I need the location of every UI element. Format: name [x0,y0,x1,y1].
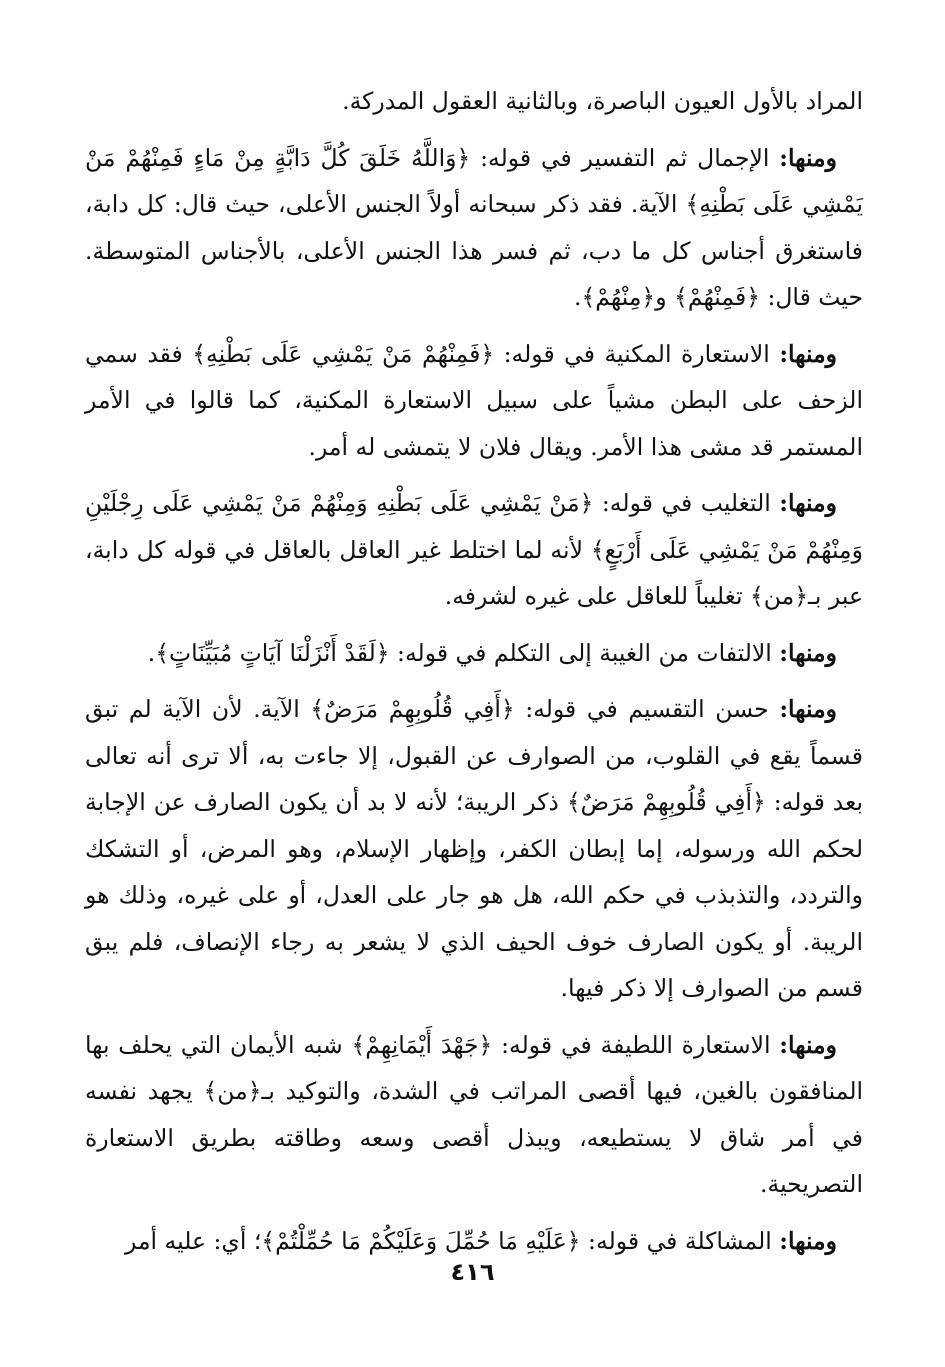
paragraph-text: التغليب في قوله: [593,489,780,517]
paragraph-text: فقد سمي الزحف على البطن مشياً على سبيل الاستعارة المكنية، كما قالوا في الأمر المستمر قد مشى هذا الأمر. ويقال فلان لا يتمشى له أمر. [85,339,863,461]
quran-quote: ﴿وَاللَّهُ خَلَقَ كُلَّ دَابَّةٍ مِنْ مَاءٍ فَمِنْهُمْ مَنْ يَمْشِي عَلَى بَطْنِهِ﴾ [85,143,863,218]
section-lead: ومنها: [779,638,837,667]
paragraph-text: الآية. لأن الآية لم تبق قسماً يقع في القلوب، من الصوارف عن القبول، إلا جاءت به، ألا ترى أنه تعالى بعد قوله: [85,695,864,816]
paragraph-text: المشاكلة في قوله: [580,1226,780,1255]
paragraph-text: لأنه لما اختلط غير العاقل بالعاقل في قوله كل دابة، عبر بـ [85,535,863,610]
section-lead: ومنها: [779,339,838,368]
paragraph-text: الإجمال ثم التفسير في قوله: [470,143,780,172]
quran-quote: ﴿أَفِي قُلُوبِهِمْ مَرَضٌ﴾ [566,788,766,816]
quran-quote: ﴿فَمِنْهُمْ مَنْ يَمْشِي عَلَى بَطْنِهِ﴾ [192,339,495,368]
paragraph-text: و [655,283,675,311]
paragraph-text: المراد بالأول العيون الباصرة، وبالثانية العقول المدركة. [342,87,863,115]
paragraph [85,686,863,1012]
paragraph-text: يجهد نفسه في أمر شاق لا يستطيعه، ويبذل أقصى وسعه وطاقته بطريق الاستعارة التصريحية. [85,1077,863,1198]
quran-quote: ﴿مِنْهُمْ﴾ [581,283,656,311]
quran-quote: ﴿مَنْ يَمْشِي عَلَى بَطْنِهِ وَمِنْهُمْ مَنْ يَمْشِي عَلَى رِجْلَيْنِ وَمِنْهُمْ مَنْ يَمْشِي عَلَى أَرْبَعٍ﴾ [85,489,863,564]
body-text [85,78,863,1274]
paragraph-text: الاستعارة المكنية في قوله: [494,339,780,368]
paragraph-text: ؛ أي: عليه أمر [125,1226,262,1255]
section-lead: ومنها: [779,489,837,517]
paragraph [85,331,863,471]
section-lead: ومنها: [779,1030,837,1059]
paragraph [85,480,863,620]
paragraph [85,78,863,125]
quran-quote: ﴿عَلَيْهِ مَا حُمِّلَ وَعَلَيْكُمْ مَا حُمِّلْتُمْ﴾ [261,1226,581,1255]
paragraph-text: . [147,638,156,667]
section-lead: ومنها: [779,1226,837,1255]
paragraph [85,1022,863,1208]
section-lead: ومنها: [779,695,838,723]
paragraph [85,630,863,677]
paragraph-text: الالتفات من الغيبة إلى التكلم في قوله: [389,638,780,667]
paragraph-text: الآية. فقد ذكر سبحانه أولاً الجنس الأعلى، حيث قال: كل دابة، فاستغرق أجناس كل ما دب، ثم فسر هذا الجنس الأعلى، بالأجناس المتوسطة. حيث قال: [85,190,863,311]
paragraph [85,135,863,321]
paragraph-text: الاستعارة اللطيفة في قوله: [492,1030,780,1059]
quran-quote: ﴿فَمِنْهُمْ﴾ [674,283,760,311]
quran-quote: ﴿جَهْدَ أَيْمَانِهِمْ﴾ [351,1030,493,1059]
paragraph-text: تغليباً للعاقل على غيره لشرفه. [444,582,750,610]
page-number: ٤١٦ [450,1258,495,1286]
paragraph-text: ذكر الريبة؛ لأنه لا بد أن يكون الصارف عن الإجابة لحكم الله ورسوله، إما إبطان الكفر، وإظهار الإسلام، وهو المرض، أو التشكك والتردد، والتذبذب في حكم الله، هل هو جار على العدل، أو على غيره، وذلك هو الريبة. أو يكون الصارف خوف الحيف الذي لا يشعر به رجاء الإنصاف، فلم يبق قسم من الصوارف إلا ذكر فيها. [85,788,863,1002]
quran-quote: ﴿لَقَدْ أَنْزَلْنَا آيَاتٍ مُبَيِّنَاتٍ﴾ [155,638,390,667]
paragraph-text: شبه الأيمان التي يحلف بها المنافقون بالغين، فيها أقصى المراتب في الشدة، والتوكيد بـ [85,1030,864,1105]
quran-quote: ﴿من﴾ [203,1077,262,1105]
paragraph-text: . [574,283,582,311]
quran-quote: ﴿أَفِي قُلُوبِهِمْ مَرَضٌ﴾ [310,695,515,723]
quran-quote: ﴿من﴾ [750,582,809,610]
section-lead: ومنها: [779,143,837,172]
paragraph-text: حسن التقسيم في قوله: [514,695,780,723]
